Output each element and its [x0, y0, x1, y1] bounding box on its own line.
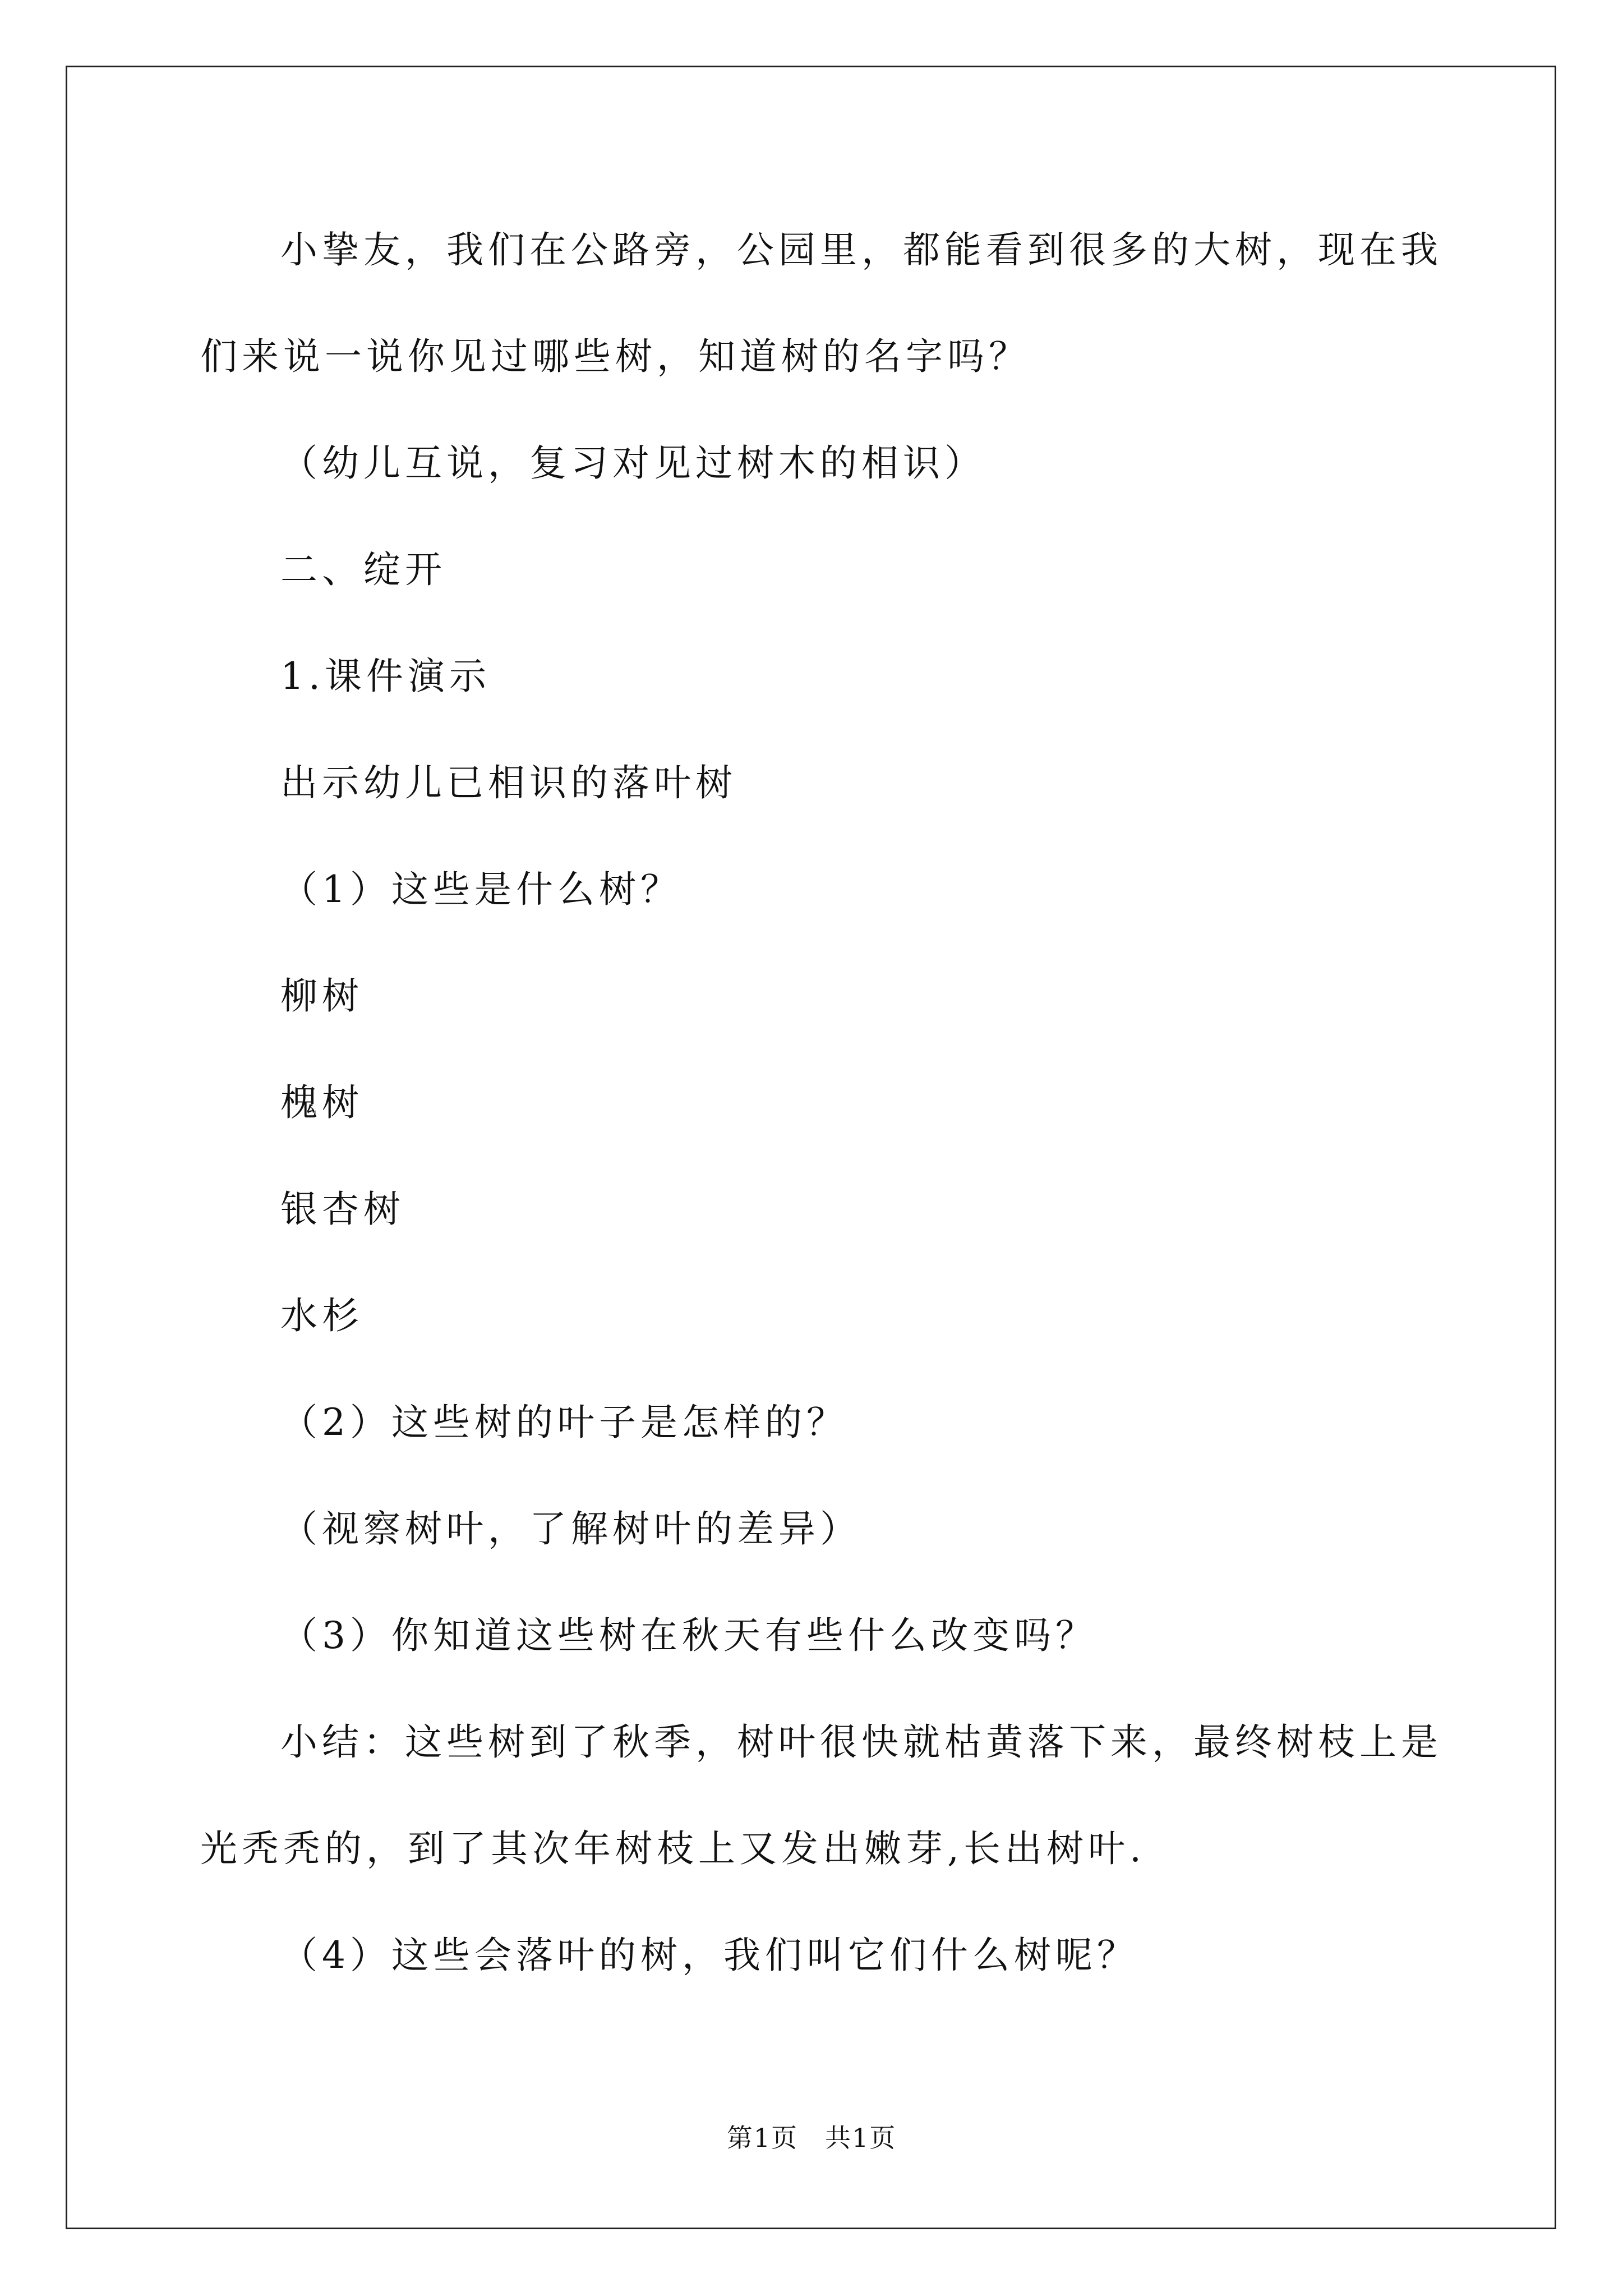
paragraph-intro-line-1: 小挚友，我们在公路旁，公园里，都能看到很多的大树，现在我 — [280, 228, 1442, 272]
tree-name-locust: 槐树 — [280, 1081, 363, 1124]
paragraph-activity-note: （幼儿互说，复习对见过树木的相识） — [280, 441, 986, 485]
page-footer: 第1页 共1页 — [726, 2123, 897, 2153]
question-1: （1）这些是什么树？ — [280, 868, 682, 911]
question-4: （4）这些会落叶的树，我们叫它们什么树呢？ — [280, 1934, 1138, 1977]
page-border — [66, 66, 1556, 2229]
step-heading: 1.课件演示 — [280, 655, 491, 698]
paragraph-intro-line-2: 们来说一说你见过哪些树，知道树的名字吗？ — [200, 335, 1030, 378]
paragraph-show-trees: 出示幼儿已相识的落叶树 — [280, 761, 737, 804]
summary-line-2: 光秃秃的，到了其次年树枝上又发出嫩芽,长出树叶. — [200, 1827, 1146, 1870]
summary-line-1: 小结：这些树到了秋季，树叶很快就枯黄落下来，最终树枝上是 — [280, 1720, 1442, 1764]
tree-name-willow: 柳树 — [280, 974, 363, 1018]
section-heading: 二、绽开 — [280, 548, 446, 591]
tree-name-ginkgo: 银杏树 — [280, 1188, 405, 1231]
question-2: （2）这些树的叶子是怎样的？ — [280, 1401, 848, 1444]
question-3: （3）你知道这些树在秋天有些什么改变吗？ — [280, 1614, 1097, 1657]
tree-name-metasequoia: 水杉 — [280, 1294, 363, 1337]
paragraph-observe-leaves: （视察树叶，了解树叶的差异） — [280, 1507, 861, 1550]
